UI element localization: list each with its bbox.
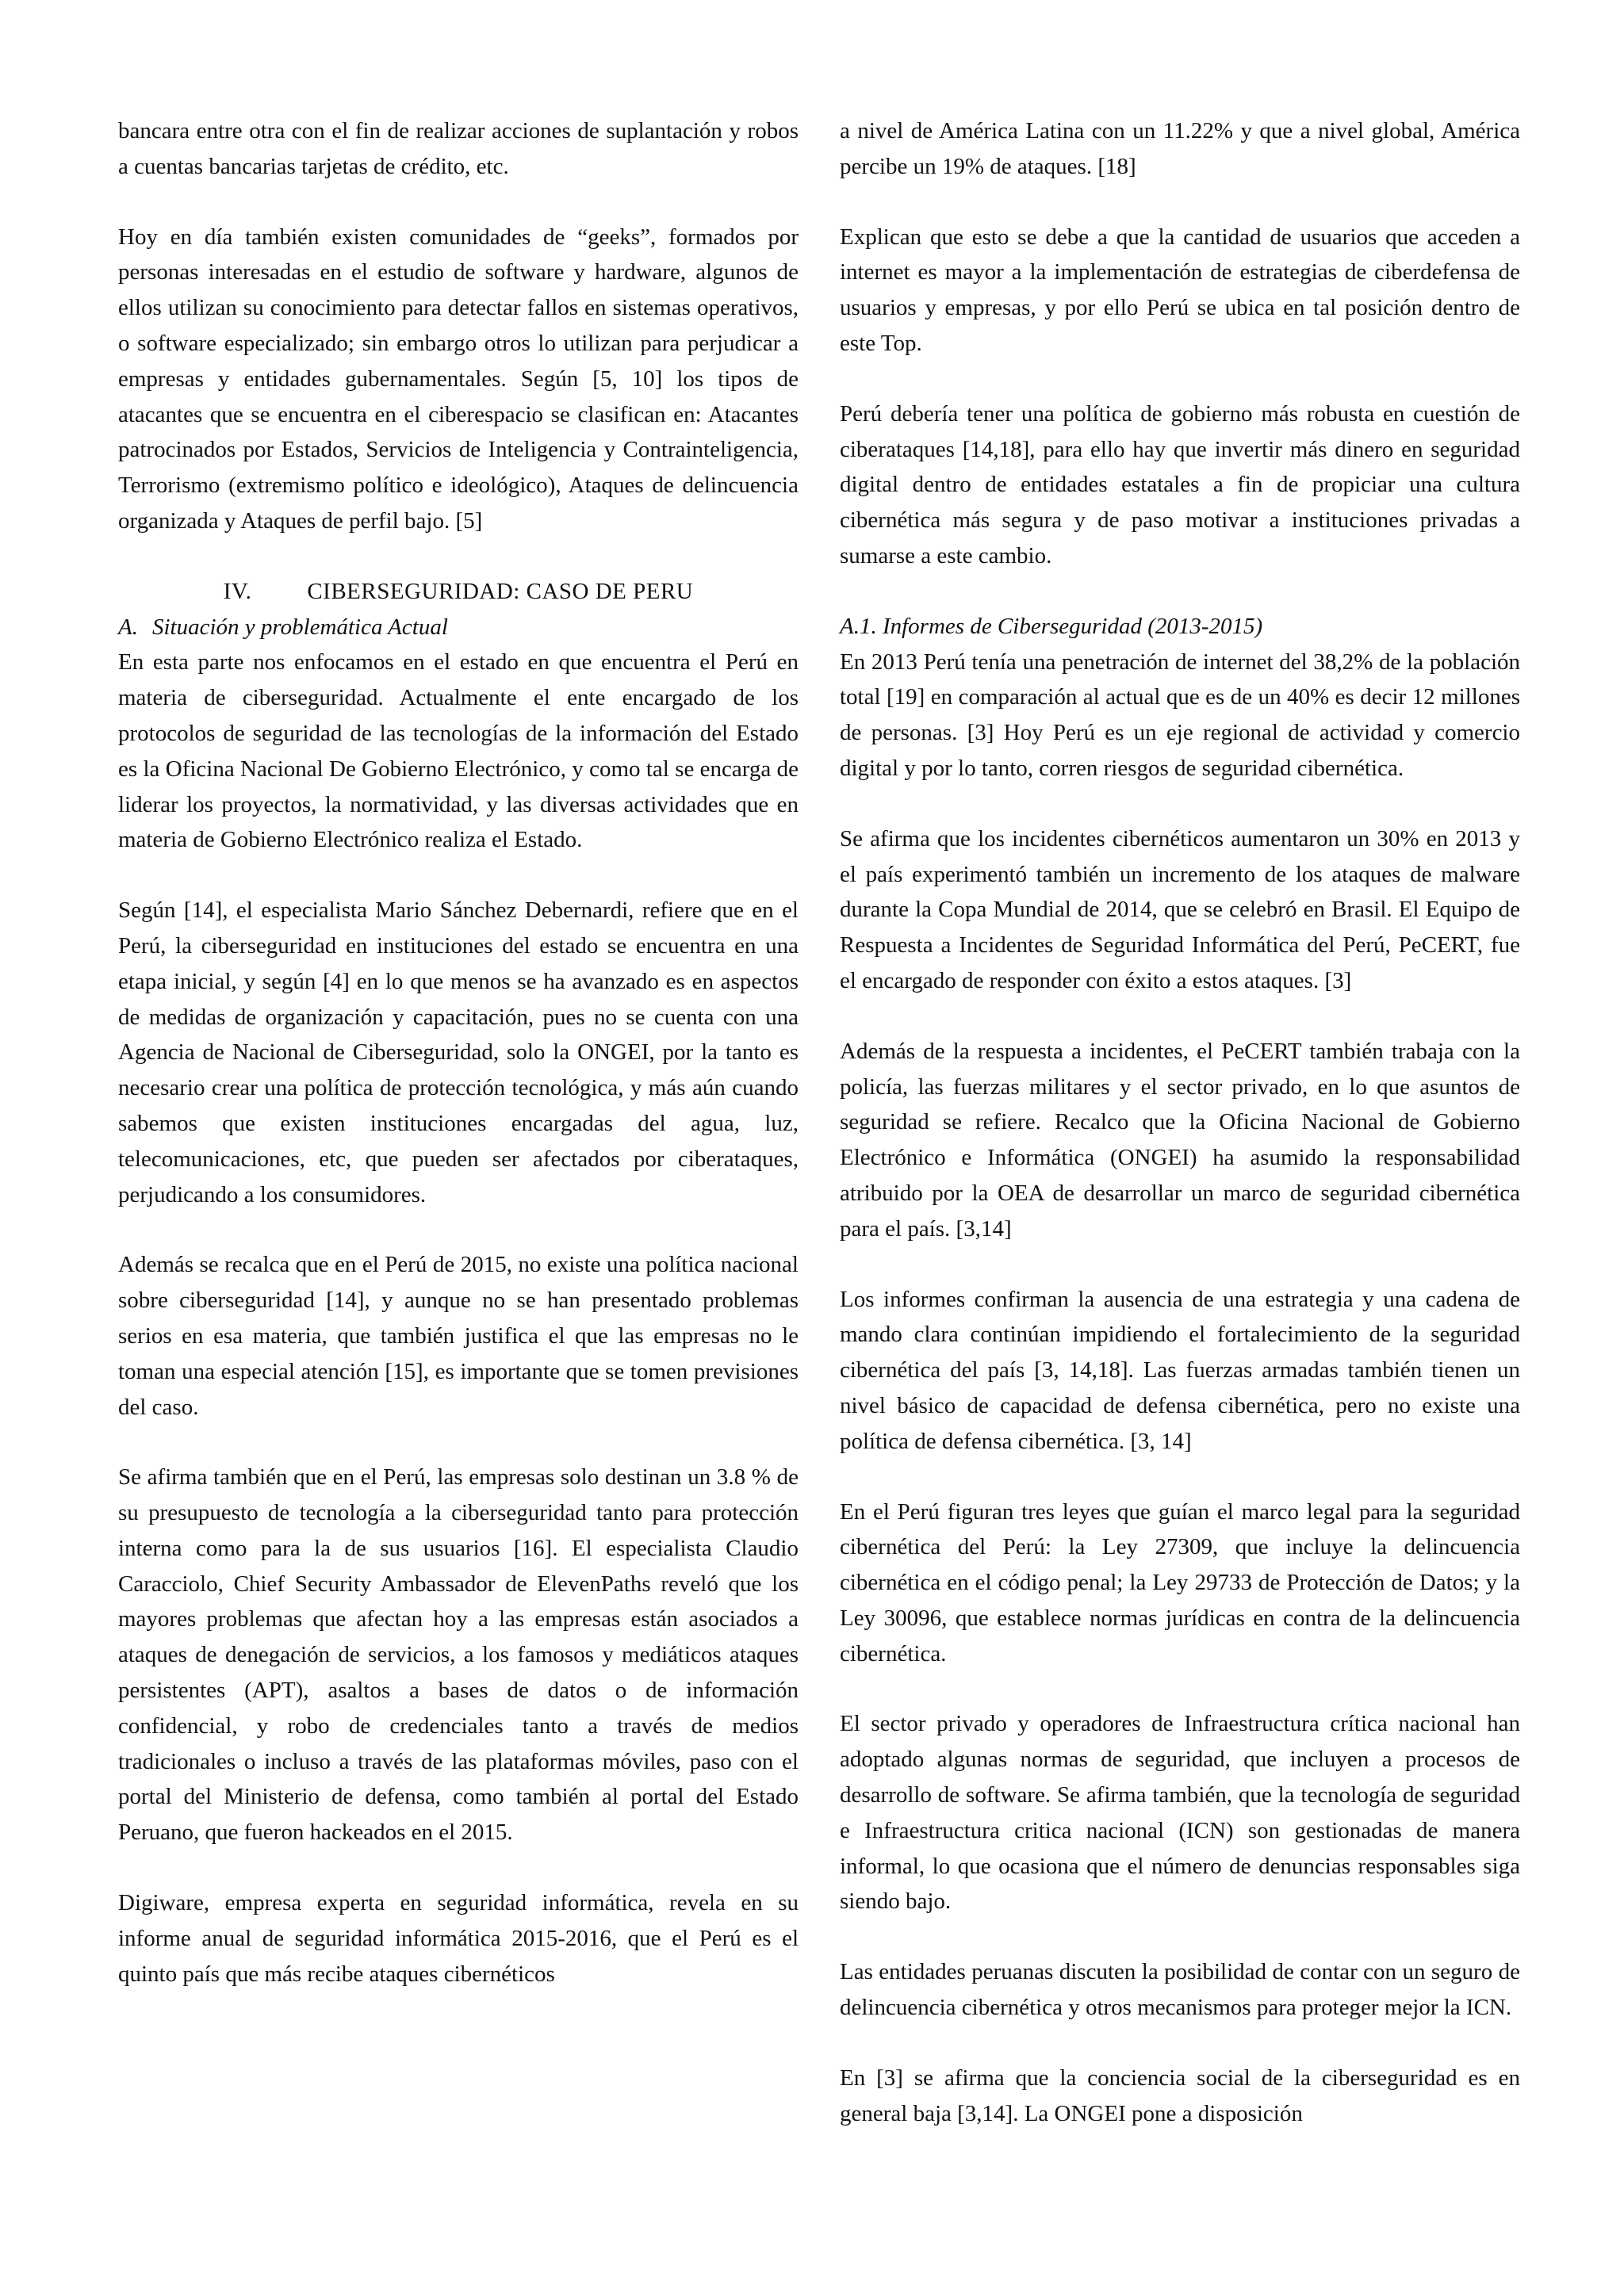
paragraph: En el Perú figuran tres leyes que guían el marco legal para la seguridad cibernética del Perú: la Ley 27309, que incluye la delincuencia cibernética en el código penal; la Ley 29733 de Protección de Datos; y la Ley 30096, que establece normas jurídicas en contra de la delincuencia cibernética. xyxy=(840,1498,1520,1667)
paragraph: Según [14], el especialista Mario Sánchez Debernardi, refiere que en el Perú, la ciberseguridad en instituciones del estado se encuentra en una etapa inicial, y según [4] en lo que menos se ha avanzado es en aspectos de medidas de organización y capacitación, pues no se cuenta con una Agencia de Nacional de Ciberseguridad, solo la ONGEI, por la tanto es necesario crear una política de protección tecnológica, y más aún cuando sabemos que existen instituciones encargadas del agua, luz, telecomunicaciones, etc, que pueden ser afectados por ciberataques, perjudicando a los consumidores. xyxy=(118,897,799,1207)
paragraph: Explican que esto se debe a que la cantidad de usuarios que acceden a internet es mayor a la implementación de estrategias de ciberdefensa de usuarios y empresas, y por ello Perú se ubica en tal posición dentro de este Top. xyxy=(840,224,1520,356)
paragraph: Además se recalca que en el Perú de 2015, no existe una política nacional sobre ciberseguridad [14], y aunque no se han presentado problemas serios en esa materia, que también justifica el que las empresas no le toman una especial atención [15], es importante que se tomen previsiones del caso. xyxy=(118,1252,799,1420)
subsection-heading xyxy=(118,610,799,645)
paragraph: Las entidades peruanas discuten la posibilidad de contar con un seguro de delincuencia cibernética y otros mecanismos para proteger mejor la ICN. xyxy=(840,1959,1520,2021)
paragraph: Hoy en día también existen comunidades de “geeks”, formados por personas interesadas en el estudio de software y hardware, algunos de ellos utilizan su conocimiento para detectar fallos en sistemas operativos, o software especializado; sin embargo otros lo utilizan para perjudicar a empresas y entidades gubernamentales. Según [5, 10] los tipos de atacantes que se encuentra en el ciberespacio se clasifican en: Atacantes patrocinados por Estados, Servicios de Inteligencia y Contrainteligencia, Terrorismo (extremismo político e ideológico), Ataques de delincuencia organizada y Ataques de perfil bajo. [5] xyxy=(118,224,799,534)
left-column xyxy=(118,113,799,1992)
paragraph: En [3] se afirma que la conciencia social de la ciberseguridad es en general baja [3,14]. La ONGEI pone a disposición xyxy=(840,2064,1520,2126)
paragraph: Digiware, empresa experta en seguridad informática, revela en su informe anual de seguridad informática 2015-2016, que el Perú es el quinto país que más recibe ataques cibernéticos xyxy=(118,1890,799,1987)
paragraph: Los informes confirman la ausencia de una estrategia y una cadena de mando clara continúan impidiendo el fortalecimiento de la seguridad cibernética del país [3, 14,18]. Las fuerzas armadas también tienen un nivel básico de capacidad de defensa cibernética, pero no existe una política de defensa cibernética. [3, 14] xyxy=(840,1286,1520,1454)
paragraph: bancara entre otra con el fin de realizar acciones de suplantación y robos a cuentas bancarias tarjetas de crédito, etc. xyxy=(118,118,799,179)
paragraph: Además de la respuesta a incidentes, el PeCERT también trabaja con la policía, las fuerzas militares y el sector privado, en lo que asuntos de seguridad se refiere. Recalco que la Oficina Nacional de Gobierno Electrónico e Informática (ONGEI) ha asumido la responsabilidad atribuido por la OEA de desarrollar un marco de seguridad cibernética para el país. [3,14] xyxy=(840,1038,1520,1242)
paragraph: Perú debería tener una política de gobierno más robusta en cuestión de ciberataques [14,18], para ello hay que invertir más dinero en seguridad digital dentro de entidades estatales a fin de propiciar una cultura cibernética más segura y de paso motivar a instituciones privadas a sumarse a este cambio. xyxy=(840,400,1520,568)
section-title: CIBERSEGURIDAD: CASO DE PERU xyxy=(307,578,694,604)
subsubsection-heading: A.1. Informes de Ciberseguridad (2013-2015) xyxy=(840,613,1263,639)
subsection-title: Situación y problemática Actual xyxy=(151,614,448,640)
section-number: IV. xyxy=(223,578,252,604)
paragraph: a nivel de América Latina con un 11.22% y que a nivel global, América percibe un 19% de ataques. [18] xyxy=(840,118,1520,179)
right-column xyxy=(840,113,1520,2131)
paragraph: En 2013 Perú tenía una penetración de internet del 38,2% de la población total [19] en comparación al actual que es de un 40% es decir 12 millones de personas. [3] Hoy Perú es un eje regional de actividad y comercio digital y por lo tanto, corren riesgos de seguridad cibernética. xyxy=(840,649,1520,781)
paragraph: En esta parte nos enfocamos en el estado en que encuentra el Perú en materia de ciberseguridad. Actualmente el ente encargado de los protocolos de seguridad de las tecnologías de la información del Estado es la Oficina Nacional De Gobierno Electrónico, y como tal se encarga de liderar los proyectos, la normatividad, y las diversas actividades que en materia de Gobierno Electrónico realiza el Estado. xyxy=(118,649,799,853)
section-heading xyxy=(118,574,799,610)
paragraph: El sector privado y operadores de Infraestructura crítica nacional han adoptado algunas normas de seguridad, que incluyen a procesos de desarrollo de software. Se afirma también, que la tecnología de seguridad e Infraestructura critica nacional (ICN) son gestionadas de manera informal, lo que ocasiona que el número de denuncias responsables siga siendo bajo. xyxy=(840,1711,1520,1915)
paragraph: Se afirma que los incidentes cibernéticos aumentaron un 30% en 2013 y el país experimentó también un incremento de los ataques de malware durante la Copa Mundial de 2014, que se celebró en Brasil. El Equipo de Respuesta a Incidentes de Seguridad Informática del Perú, PeCERT, fue el encargado de responder con éxito a estos ataques. [3] xyxy=(840,825,1520,993)
paragraph: Se afirma también que en el Perú, las empresas solo destinan un 3.8 % de su presupuesto de tecnología a la ciberseguridad tanto para protección interna como para la de sus usuarios [16]. El especialista Claudio Caracciolo, Chief Security Ambassador de ElevenPaths reveló que los mayores problemas que afectan hoy a las empresas están asociados a ataques de denegación de servicios, a los famosos y mediáticos ataques persistentes (APT), asaltos a bases de datos o de información confidencial, y robo de credenciales tanto a través de medios tradicionales o incluso a través de las plataformas móviles, paso con el portal del Ministerio de defensa, como también al portal del Estado Peruano, que fueron hackeados en el 2015. xyxy=(118,1464,799,1846)
subsection-letter: A. xyxy=(118,614,138,640)
